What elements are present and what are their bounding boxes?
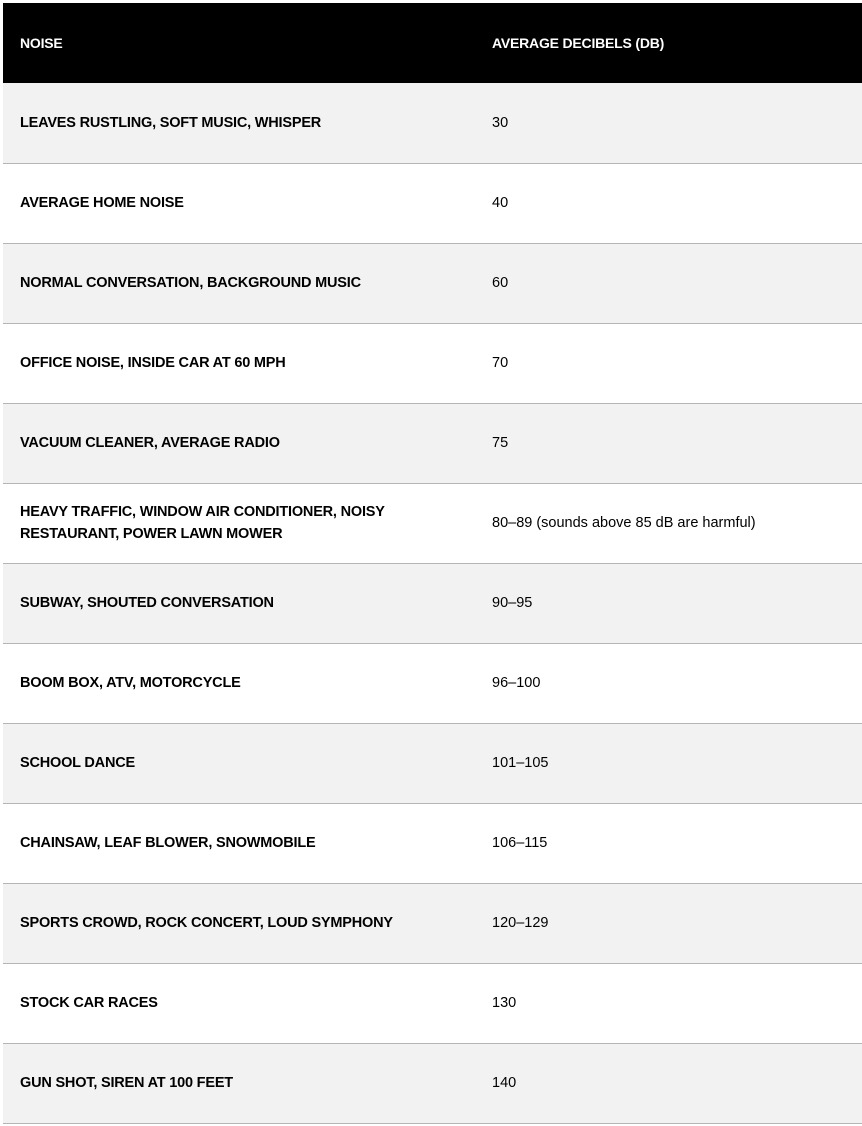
decibel-cell: 80–89 (sounds above 85 dB are harmful): [492, 515, 756, 531]
table-row: [3, 483, 862, 563]
table-row: [3, 163, 862, 243]
table-row: [3, 563, 862, 643]
table-row: [3, 643, 862, 723]
table-row: [3, 963, 862, 1043]
decibel-cell: 60: [492, 275, 509, 291]
table-row: [3, 243, 862, 323]
noise-levels-table: [3, 3, 862, 1124]
table-row: [3, 83, 862, 163]
header-row: [3, 3, 862, 83]
decibel-cell: 30: [492, 114, 509, 131]
table-row: [3, 323, 862, 403]
noise-cell: HEAVY TRAFFIC, WINDOW AIR CONDITIONER, NOISY RESTAURANT, POWER LAWN MOWER: [20, 504, 385, 542]
decibel-cell: 106–115: [492, 835, 548, 851]
noise-cell: BOOM BOX, ATV, MOTORCYCLE: [20, 675, 241, 691]
decibel-cell: 90–95: [492, 595, 533, 611]
table-body: [3, 83, 862, 1123]
decibel-cell: 130: [492, 995, 517, 1011]
noise-cell: LEAVES RUSTLING, SOFT MUSIC, WHISPER: [20, 114, 322, 131]
decibel-cell: 120–129: [492, 915, 549, 931]
table-row: [3, 723, 862, 803]
noise-cell: VACUUM CLEANER, AVERAGE RADIO: [20, 435, 280, 451]
decibel-cell: 140: [492, 1075, 517, 1091]
noise-levels-table-container: [3, 3, 862, 1124]
noise-cell: SPORTS CROWD, ROCK CONCERT, LOUD SYMPHONY: [20, 915, 393, 931]
decibel-cell: 101–105: [492, 755, 549, 771]
noise-cell: OFFICE NOISE, INSIDE CAR AT 60 MPH: [20, 355, 286, 371]
decibel-cell: 75: [492, 435, 509, 451]
noise-cell: CHAINSAW, LEAF BLOWER, SNOWMOBILE: [20, 835, 316, 851]
table-header: [3, 3, 862, 83]
table-row: [3, 883, 862, 963]
noise-cell: SCHOOL DANCE: [20, 755, 135, 771]
decibel-cell: 70: [492, 355, 509, 371]
table-row: [3, 403, 862, 483]
table-row: [3, 803, 862, 883]
noise-cell: NORMAL CONVERSATION, BACKGROUND MUSIC: [20, 275, 361, 291]
noise-cell: STOCK CAR RACES: [20, 995, 158, 1011]
noise-cell: SUBWAY, SHOUTED CONVERSATION: [20, 595, 274, 611]
header-average-decibels: AVERAGE DECIBELS (DB): [492, 35, 665, 51]
decibel-cell: 96–100: [492, 675, 541, 691]
noise-cell: GUN SHOT, SIREN AT 100 FEET: [20, 1075, 233, 1091]
header-noise: NOISE: [20, 35, 63, 51]
table-row: [3, 1043, 862, 1123]
noise-cell: AVERAGE HOME NOISE: [20, 195, 184, 211]
decibel-cell: 40: [492, 195, 509, 211]
